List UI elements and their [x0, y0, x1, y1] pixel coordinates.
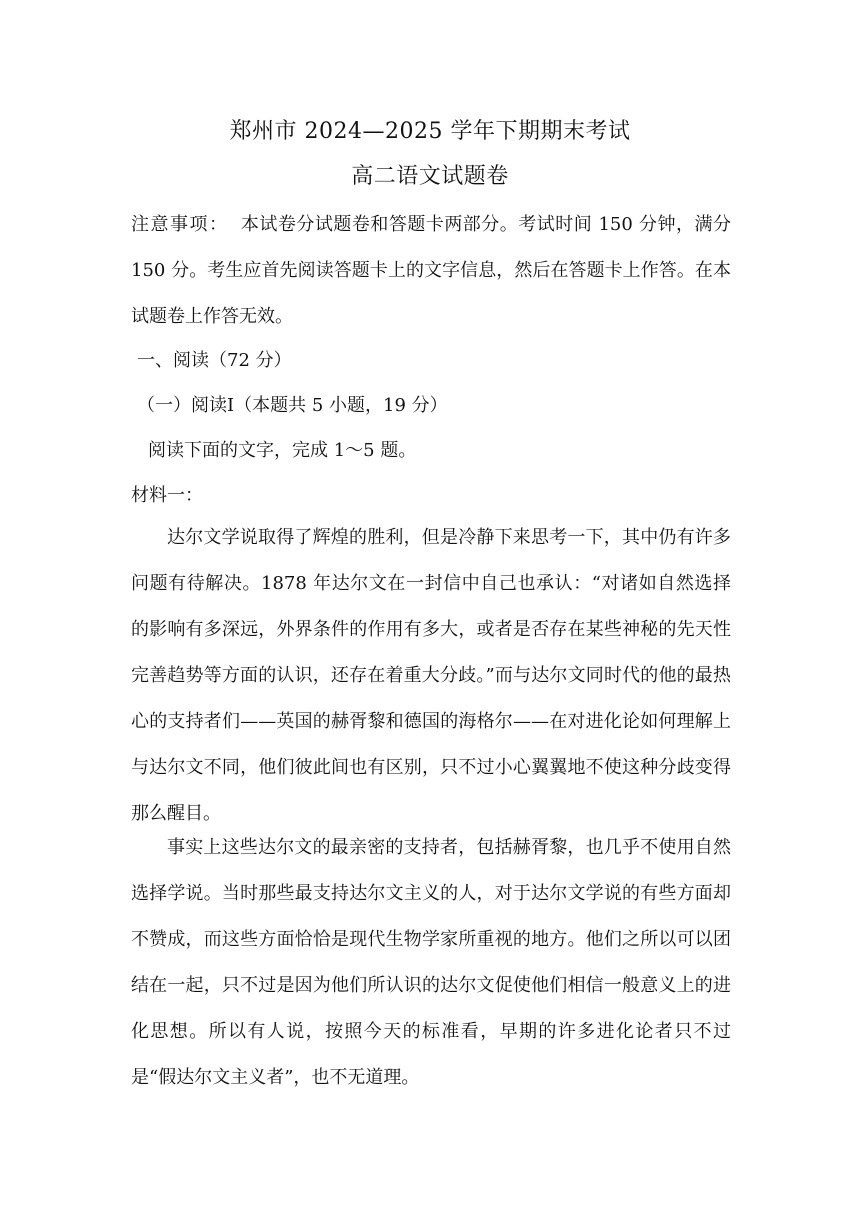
- notice-text: 本试卷分试题卷和答题卡两部分。考试时间 150 分钟，满分 150 分。考生应首先阅读答题卡上的文字信息，然后在答题卡上作答。在本试题卷上作答无效。: [131, 214, 731, 327]
- material-paragraph-1: 达尔文学说取得了辉煌的胜利，但是冷静下来思考一下，其中仍有许多问题有待解决。1878 年达尔文在一封信中自己也承认：“对诸如自然选择的影响有多深远，外界条件的作用有多大，或者是否存在某些神秘的先天性完善趋势等方面的认识，还存在着重大分歧。”而与达尔文同时代的他的最热心的支持者们——英国的赫胥黎和德国的海格尔——在对进化论如何理解上与达尔文不同，他们彼此间也有区别，只不过小心翼翼地不使这种分歧变得那么醒目。: [131, 527, 731, 824]
- subsection-heading: （一）阅读Ⅰ（本题共 5 小题，19 分）: [137, 395, 448, 416]
- material-label: 材料一：: [131, 485, 203, 506]
- notice-block: [131, 202, 731, 340]
- exam-subtitle: 高二语文试题卷: [351, 164, 509, 189]
- notice-label: 注意事项：: [131, 214, 229, 235]
- section-heading: 一、阅读（72 分）: [137, 350, 292, 371]
- reading-instruction: 阅读下面的文字，完成 1～5 题。: [148, 440, 417, 461]
- material-paragraph-2: 事实上这些达尔文的最亲密的支持者，包括赫胥黎，也几乎不使用自然选择学说。当时那些最支持达尔文主义的人，对于达尔文学说的有些方面却不赞成，而这些方面恰恰是现代生物学家所重视的地方。他们之所以可以团结在一起，只不过是因为他们所认识的达尔文促使他们相信一般意义上的进化思想。所以有人说，按照今天的标准看，早期的许多进化论者只不过是“假达尔文主义者”，也不无道理。: [131, 837, 731, 1088]
- exam-title: 郑州市 2024—2025 学年下期期末考试: [229, 119, 631, 144]
